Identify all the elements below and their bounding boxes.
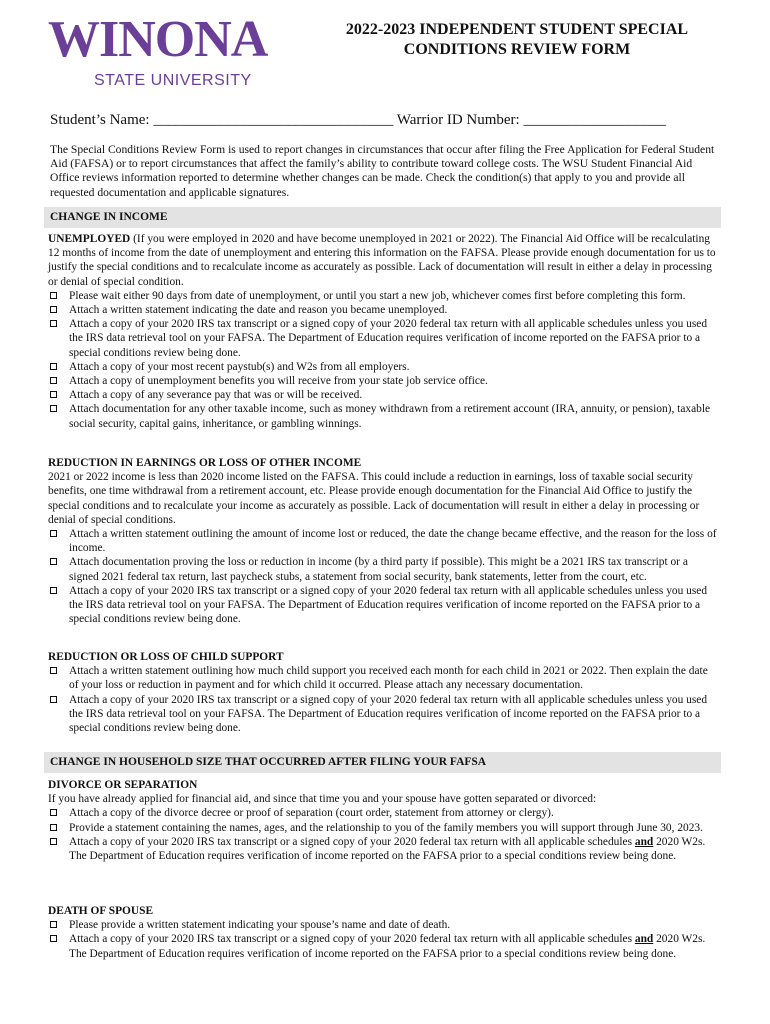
checklist-item[interactable] — [48, 918, 718, 932]
checklist-item-text: Attach a copy of unemployment benefits you will receive from your state job service office. — [69, 375, 488, 388]
checklist-item-text: Please wait either 90 days from date of unemployment, or until you start a new job, whichever comes first before completing this form. — [69, 289, 686, 302]
section-bar-income: CHANGE IN INCOME — [44, 207, 721, 228]
university-logo — [48, 11, 280, 98]
checklist-item-text: Provide a statement containing the names, ages, and the relationship to you of the family members you will support through June 30, 2023. — [69, 821, 703, 834]
checklist-item[interactable] — [48, 360, 718, 374]
checkbox[interactable] — [50, 320, 57, 327]
checkbox[interactable] — [50, 530, 57, 537]
checklist-item[interactable] — [48, 555, 718, 583]
checklist-item-text: Attach a written statement outlining how much child support you received each month for each child in 2021 or 2022. Then explain the date of your loss or reduction in payment and for which child it occurred. Please attach any necessary documentation. — [69, 665, 708, 692]
checkbox[interactable] — [50, 667, 57, 674]
checklist-item-text: Attach a written statement outlining the amount of income lost or reduced, the date the change became effective, and the reason for the loss of income. — [69, 528, 717, 555]
checklist-item[interactable] — [48, 289, 718, 303]
checklist-item-text: Attach a copy of your 2020 IRS tax transcript or a signed copy of your 2020 federal tax return with all applicable schedules unless you used the IRS data retrieval tool on your FAFSA. The Department of Education requires verification of income reported on the FAFSA prior to a special conditions review being done. — [69, 584, 708, 626]
unemployed-intro — [48, 232, 718, 289]
checklist-item-text: Attach documentation for any other taxable income, such as money withdrawn from a retirement account (IRA, annuity, or pension), taxable social security, capital gains, inheritance, or gambling winnings. — [69, 403, 711, 430]
checklist-item[interactable] — [48, 374, 718, 388]
checkbox[interactable] — [50, 377, 57, 384]
checklist-item[interactable] — [48, 402, 718, 430]
emphasis-and: and — [634, 933, 654, 946]
checklist-item[interactable] — [48, 821, 718, 835]
checklist-item[interactable] — [48, 388, 718, 402]
intro-paragraph: The Special Conditions Review Form is used to report changes in circumstances that occur after filing the Free Application for Federal Student Aid (FAFSA) or to report circumstances that affect the family’s ability to contribute toward college costs. The WSU Student Financial Aid Office reviews information reported to determine whether changes can be made. Check the condition(s) that apply to you and provide all requested documentation and applicable signatures. — [50, 143, 715, 199]
checkbox[interactable] — [50, 824, 57, 831]
checklist-item-text: Attach documentation proving the loss or reduction in income (by a third party if possible). This might be a 2021 IRS tax transcript or a signed 2021 federal tax return, last paycheck stubs, a statement from social security, bank statements, letter from the court, etc. — [69, 556, 688, 583]
checklist-item[interactable] — [48, 527, 718, 555]
divorce-section — [48, 778, 718, 863]
form-title-line-1: 2022-2023 INDEPENDENT STUDENT SPECIAL — [345, 21, 689, 38]
checkbox[interactable] — [50, 838, 57, 845]
checkbox[interactable] — [50, 558, 57, 565]
checklist-item-text: Please provide a written statement indicating your spouse’s name and date of death. — [69, 919, 451, 932]
emphasis-and: and — [634, 835, 654, 848]
checklist-item[interactable] — [48, 303, 718, 317]
divorce-heading: DIVORCE OR SEPARATION — [48, 779, 198, 791]
form-title — [312, 20, 722, 60]
checkbox[interactable] — [50, 587, 57, 594]
checkbox[interactable] — [50, 306, 57, 313]
checkbox[interactable] — [50, 363, 57, 370]
checkbox[interactable] — [50, 921, 57, 928]
section-bar-household: CHANGE IN HOUSEHOLD SIZE THAT OCCURRED AFTER FILING YOUR FAFSA — [44, 752, 721, 773]
checklist-item-text: Attach a copy of your 2020 IRS tax transcript or a signed copy of your 2020 federal tax return with all applicable schedules — [69, 835, 635, 848]
logo-wordmark: WINONA — [48, 11, 268, 68]
checklist-item[interactable] — [48, 584, 718, 627]
checklist-item-text: Attach a copy of the divorce decree or proof of separation (court order, statement from attorney or clergy). — [69, 807, 554, 820]
checklist-item[interactable] — [48, 806, 718, 820]
death-section — [48, 904, 718, 961]
checkbox[interactable] — [50, 405, 57, 412]
death-heading: DEATH OF SPOUSE — [48, 905, 154, 917]
checklist-item-text-cont: 2020 W2s. The Department of Education requires verification of income reported on the FAFSA prior to a special conditions review being done. — [69, 933, 706, 960]
checkbox[interactable] — [50, 391, 57, 398]
logo-subtitle: STATE UNIVERSITY — [94, 72, 252, 89]
checklist-item[interactable] — [48, 932, 718, 960]
reduction-section — [48, 456, 718, 626]
divorce-text: If you have already applied for financial aid, and since that time you and your spouse have gotten separated or divorced: — [48, 793, 597, 806]
checklist-item[interactable] — [48, 317, 718, 360]
checkbox[interactable] — [50, 809, 57, 816]
checklist-item-text: Attach a copy of your most recent paystub(s) and W2s from all employers. — [69, 360, 410, 373]
unemployed-text: (If you were employed in 2020 and have become unemployed in 2021 or 2022). The Financial Aid Office will be recalculating 12 months of income from the date of unemployment and entering this information on the FAFSA. Please provide enough documentation for us to justify the special conditions and to recalculate income as accurately as possible. Lack of documentation will result in either a delay in processing or denial of special condition. — [48, 233, 716, 288]
student-id-line[interactable]: Student’s Name: ________________________________ Warrior ID Number: ___________________ — [50, 112, 666, 128]
checklist-item[interactable] — [48, 835, 718, 863]
checklist-item-text: Attach a copy of your 2020 IRS tax transcript or a signed copy of your 2020 federal tax return with all applicable schedules — [69, 933, 635, 946]
checkbox[interactable] — [50, 935, 57, 942]
checklist-item-text-cont: 2020 W2s. The Department of Education requires verification of income reported on the FAFSA prior to a special conditions review being done. — [69, 835, 706, 863]
child-support-section — [48, 650, 718, 735]
checkbox[interactable] — [50, 696, 57, 703]
form-title-line-2: CONDITIONS REVIEW FORM — [403, 41, 631, 58]
checklist-item-text: Attach a written statement indicating the date and reason you became unemployed. — [69, 304, 448, 317]
checklist-item[interactable] — [48, 693, 718, 736]
checklist-item-text: Attach a copy of your 2020 IRS tax transcript or a signed copy of your 2020 federal tax return with all applicable schedules unless you used the IRS data retrieval tool on your FAFSA. The Department of Education requires verification of income reported on the FAFSA prior to a special conditions review being done. — [69, 693, 708, 735]
checklist-item[interactable] — [48, 664, 718, 692]
child-support-heading: REDUCTION OR LOSS OF CHILD SUPPORT — [48, 651, 284, 663]
reduction-heading: REDUCTION IN EARNINGS OR LOSS OF OTHER INCOME — [48, 457, 362, 469]
unemployed-section — [48, 232, 718, 431]
checklist-item-text: Attach a copy of your 2020 IRS tax transcript or a signed copy of your 2020 federal tax return with all applicable schedules unless you used the IRS data retrieval tool on your FAFSA. The Department of Education requires verification of income reported on the FAFSA prior to a special conditions review being done. — [69, 318, 708, 359]
reduction-text: 2021 or 2022 income is less than 2020 income listed on the FAFSA. This could include a reduction in earnings, loss of taxable social security benefits, one time withdrawal from a retirement account, etc. Please provide enough documentation for the Financial Aid Office to justify the special conditions and to recalculate your income as accurately as possible. Lack of documentation will result in either a delay in processing or denial of special conditions. — [48, 471, 700, 526]
checkbox[interactable] — [50, 292, 57, 299]
checklist-item-text: Attach a copy of any severance pay that was or will be received. — [69, 389, 363, 402]
unemployed-heading: UNEMPLOYED — [48, 233, 131, 245]
